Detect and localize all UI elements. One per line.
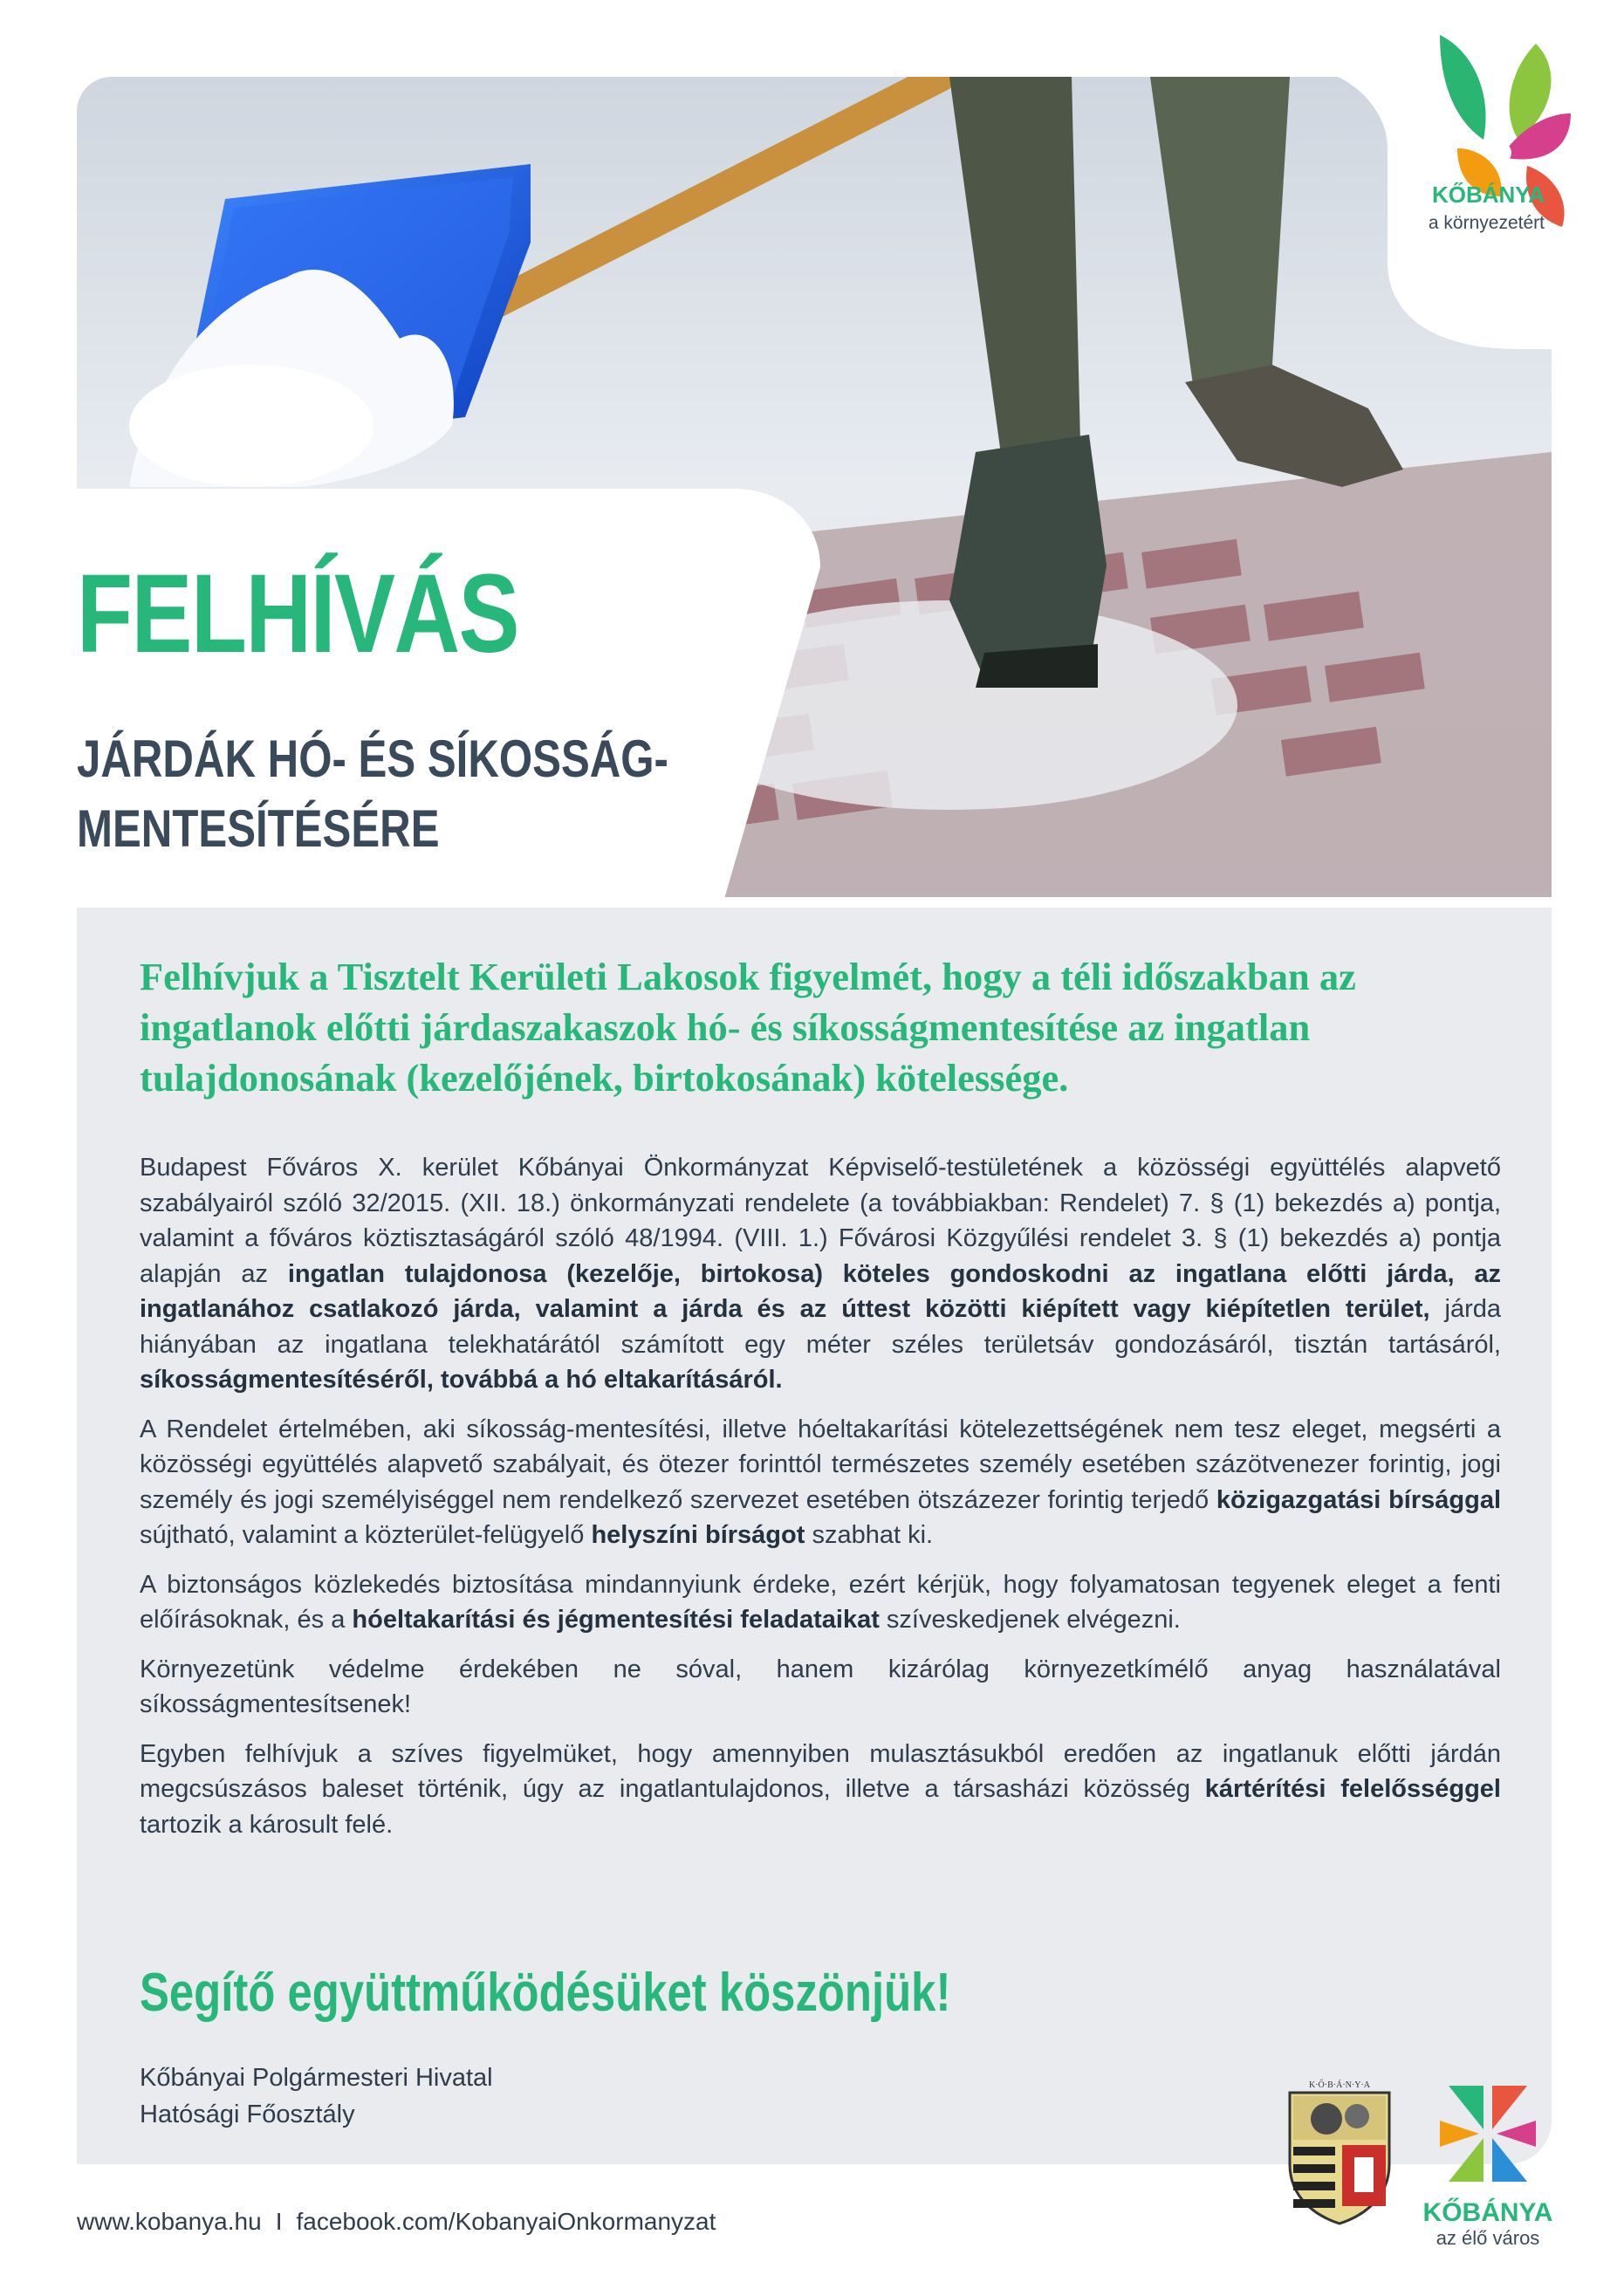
subtitle-line-1: JÁRDÁK HÓ- ÉS SÍKOSSÁG- [77, 730, 668, 788]
thanks-heading: Segítő együttműködésüket köszönjük! [140, 1963, 951, 2023]
logo-bottom-tagline: az élő város [1436, 2227, 1540, 2249]
lead-paragraph: Felhívjuk a Tisztelt Kerületi Lakosok figyelmét, hogy a téli időszakban az ingatlanok előtti járdaszakaszok hó- és síkosságmentesítése az ingatlan tulajdonosának (kezelőjének, birtokosának) kötelessége. [140, 955, 1356, 1100]
footer-facebook-link[interactable]: facebook.com/KobanyaiOnkormanyzat [296, 2208, 716, 2235]
p1-text-a: Budapest Főváros X. kerület Kőbányai Önkormányzat Képviselő-testületének a közösségi együttélés alapvető szabályairól szóló 32/2015. (XII. 18.) önkormányzati rendelete (a továbbiakban: Rendelet) 7. § (1) bekezdés a) pontja, valamint a főváros köztisztaságáról szóló 48/1994. (VIII. 1.) Fővárosi Közgyűlési rendelet 3. § (1) bekezdés a) pontja alapján az [140, 1154, 1501, 1288]
p3-text-a: A biztonságos közlekedés biztosítása mindannyiunk érdeke, ezért kérjük, hogy folyamatosan tegyenek eleget a fenti előírásoknak, és a [140, 1570, 1501, 1634]
coat-text: K·Ő·B·Á·N·Y·A [1309, 2080, 1370, 2090]
paragraph-2 [140, 1412, 1501, 1553]
kobanya-env-logo [1309, 0, 1624, 349]
logo-top-name: KŐBÁNYA [1431, 182, 1545, 208]
p5-text-a: Egyben felhívjuk a szíves figyelmüket, hogy amennyiben mulasztásukból eredően az ingatlanuk előtti járdán megcsúszásos baleset történik, úgy az ingatlantulajdonos, illetve a társasházi közösség [140, 1739, 1501, 1803]
logo-bottom-name: KŐBÁNYA [1422, 2198, 1553, 2227]
p2-text-a: A Rendelet értelmében, aki síkosság-mentesítési, illetve hóeltakarítási kötelezettségének nem tesz eleget, megsérti a közösségi együttélés alapvető szabályait, és ötezer forinttól természetes személy esetében százötvenezer forintig, jogi személy és jogi személyiséggel nem rendelkező szervezet esetében ötszázezer forintig terjedő [140, 1415, 1501, 1514]
footer [77, 2208, 716, 2236]
paragraph-4: Környezetünk védelme érdekében ne sóval, hanem kizárólag környezetkímélő anyag használatával síkosságmentesítsenek! [140, 1655, 1501, 1718]
signature-line-1: Kőbányai Polgármesteri Hivatal [140, 2064, 493, 2092]
p2-bold-d: helyszíni bírságot [591, 1521, 805, 1549]
kobanya-city-logo [1405, 2068, 1579, 2269]
p1-text-c: járda hiányában az ingatlana telekhatárától számított egy méter széles területsáv gondozásáról, tisztán tartásáról, [140, 1295, 1501, 1359]
coat-of-arms [1283, 2077, 1396, 2225]
p5-text-c: tartozik a károsult felé. [140, 1810, 394, 1839]
p2-text-c: sújtható, valamint a közterület-felügyelő [140, 1521, 592, 1549]
paragraph-3 [140, 1567, 1501, 1638]
p2-bold-b: közigazgatási bírsággal [1216, 1485, 1502, 1514]
p2-text-e: szabhat ki. [805, 1521, 934, 1549]
page-title: FELHÍVÁS [77, 552, 518, 676]
p5-bold-b: kártérítési felelősséggel [1204, 1775, 1501, 1803]
p1-bold-b: ingatlan tulajdonosa (kezelője, birtokosa) köteles gondoskodni az ingatlana előtti járda, az ingatlanához csatlakozó járda, valamint a járda és az úttest közötti kiépített vagy kiépítetlen terület, [140, 1259, 1501, 1323]
p3-bold-b: hóeltakarítási és jégmentesítési feladataikat [352, 1606, 880, 1634]
p3-text-c: szíveskedjenek elvégezni. [879, 1606, 1181, 1634]
body-text [140, 1150, 1501, 1856]
p1-bold-d: síkosságmentesítéséről, továbbá a hó eltakarításáról. [140, 1366, 783, 1394]
content-panel [77, 908, 1552, 2164]
signature [140, 2060, 493, 2133]
page-subtitle [77, 724, 668, 864]
signature-line-2: Hatósági Főosztály [140, 2101, 355, 2128]
subtitle-line-2: MENTESÍTÉSÉRE [77, 799, 440, 858]
footer-website-link[interactable]: www.kobanya.hu [77, 2208, 262, 2235]
paragraph-1 [140, 1150, 1501, 1398]
logo-top-tagline: a környezetért [1428, 213, 1545, 233]
footer-separator: I [275, 2208, 283, 2235]
paragraph-5 [140, 1737, 1501, 1843]
